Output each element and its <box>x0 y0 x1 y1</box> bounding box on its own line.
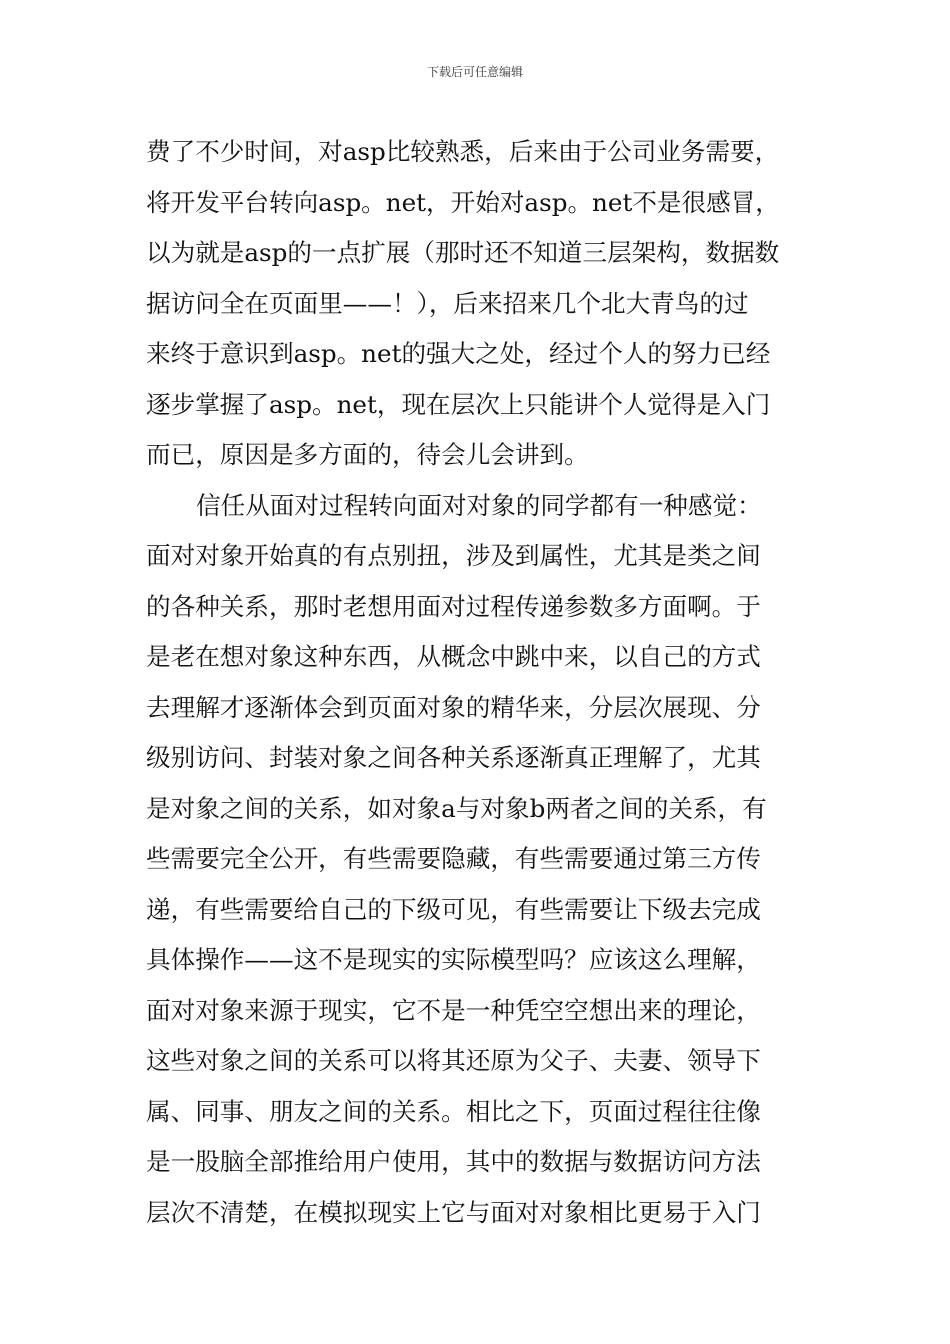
text-line: 是一股脑全部推给用户使用，其中的数据与数据访问方法 <box>146 1147 761 1176</box>
text-line: 而已，原因是多方面的，待会儿会讲到。 <box>146 440 589 469</box>
text-line: 是老在想对象这种东西，从概念中跳中来，以自己的方式 <box>146 642 761 671</box>
text-line: 些需要完全公开，有些需要隐藏，有些需要通过第三方传 <box>146 844 761 873</box>
text-line: 的各种关系，那时老想用面对过程传递参数多方面啊。于 <box>146 591 761 621</box>
text-line: 递，有些需要给自己的下级可见，有些需要让下级去完成 <box>146 894 761 924</box>
text-line: 据访问全在页面里——！），后来招来几个北大青鸟的过 <box>146 288 749 318</box>
text-line: 以为就是asp的一点扩展（那时还不知道三层架构，数据数 <box>146 238 780 267</box>
text-line: 属、同事、朋友之间的关系。相比之下，页面过程往往像 <box>146 1096 761 1126</box>
paragraph-2 <box>146 481 814 1239</box>
text-line: 来终于意识到asp。net的强大之处，经过个人的努力已经 <box>146 339 771 368</box>
page-header: 下载后可任意编辑 <box>426 65 523 79</box>
text-line: 具体操作——这不是现实的实际模型吗？应该这么理解， <box>146 945 761 974</box>
text-line: 将开发平台转向asp。net，开始对asp。net不是很感冒， <box>146 187 780 217</box>
text-line: 信任从面对过程转向面对对象的同学都有一种感觉： <box>196 490 762 520</box>
body-text <box>146 127 814 1238</box>
text-line: 面对对象开始真的有点别扭，涉及到属性，尤其是类之间 <box>146 541 761 570</box>
text-line: 这些对象之间的关系可以将其还原为父子、夫妻、领导下 <box>146 1046 761 1075</box>
text-line: 是对象之间的关系，如对象a与对象b两者之间的关系，有 <box>146 793 767 823</box>
text-line: 级别访问、封装对象之间各种关系逐渐真正理解了，尤其 <box>146 743 761 772</box>
text-line: 逐步掌握了asp。net，现在层次上只能讲个人觉得是入门 <box>146 389 771 419</box>
text-line: 费了不少时间，对asp比较熟悉，后来由于公司业务需要， <box>146 137 780 166</box>
text-line: 面对对象来源于现实，它不是一种凭空空想出来的理论， <box>146 995 761 1025</box>
paragraph-1 <box>146 127 814 481</box>
text-line: 去理解才逐渐体会到页面对象的精华来，分层次展现、分 <box>146 692 761 722</box>
text-line: 层次不清楚，在模拟现实上它与面对对象相比更易于入门 <box>146 1197 761 1227</box>
